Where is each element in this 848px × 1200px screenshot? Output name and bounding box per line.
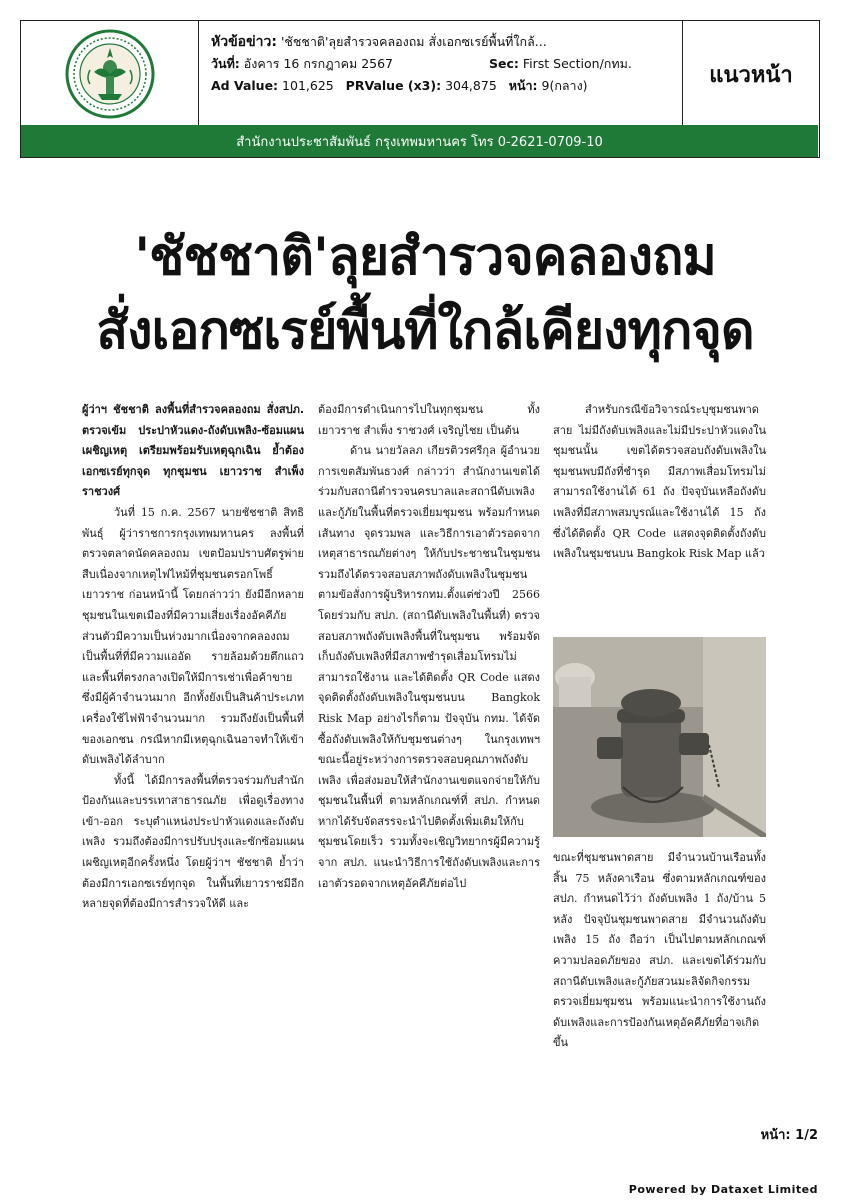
ad-value-label: Ad Value: bbox=[211, 78, 279, 93]
date-value: อังคาร 16 กรกฎาคม 2567 bbox=[243, 56, 394, 71]
footer-credit: Powered by Dataxet Limited bbox=[628, 1183, 818, 1196]
page-number: หน้า: 1/2 bbox=[760, 1128, 818, 1143]
pr-value-label: PRValue (x3): bbox=[345, 78, 442, 93]
article-column-2 bbox=[318, 400, 540, 894]
headline-value: 'ชัชชาติ'ลุยสำรวจคลองถม สั่งเอกซเรย์พื้นที่ใกล้... bbox=[280, 34, 547, 49]
sec-value: First Section/กทม. bbox=[522, 56, 632, 71]
newspaper-name: แนวหน้า bbox=[709, 62, 793, 88]
paragraph: ขณะที่ชุมชนพาดสาย มีจำนวนบ้านเรือนทั้งสิ้น 75 หลังคาเรือน ซึ่งตามหลักเกณฑ์ของ สปภ. กำหนดไว้ว่า ถังดับเพลิง 1 ถัง/บ้าน 5 หลัง ปัจจุบันชุมชนพาดสาย มีจำนวนถังดับเพลิง 15 ถัง ถือว่า เป็นไปตามหลักเกณฑ์ความปลอดภัยของ สปภ. และเขตได้ร่วมกับสถานีดับเพลิงและกู้ภัยสวนมะลิจัดกิจกรรมตรวจเยี่ยมชุมชน พร้อมแนะนำการใช้งานถังดับเพลิงและการป้องกันเหตุอัคคีภัยที่อาจเกิดขึ้น bbox=[553, 851, 766, 1050]
clipping-header bbox=[20, 20, 820, 158]
date-label: วันที่: bbox=[211, 56, 240, 71]
paragraph: ต้องมีการดำเนินการไปในทุกชุมชน ทั้งเยาวราช สำเพ็ง ราชวงศ์ เจริญไชย เป็นต้น bbox=[318, 403, 540, 437]
page-label: หน้า: bbox=[508, 78, 538, 93]
ad-value: 101,625 bbox=[282, 78, 334, 93]
headline-line-2: สั่งเอกซเรย์พื้นที่ใกล้เคียงทุกจุด bbox=[96, 301, 754, 361]
article-column-3-continued bbox=[553, 848, 766, 1054]
article-lead: ผู้ว่าฯ ชัชชาติ ลงพื้นที่สำรวจคลองถม สั่งสปภ. ตรวจเข้ม ประปาหัวแดง-ถังดับเพลิง-ซ้อมแผนเผชิญเหตุ เตรียมพร้อมรับเหตุฉุกเฉิน ย้ำต้องเอกซเรย์ทุกจุด ทุกชุมชน เยาวราช สำเพ็ง ราชวงศ์ bbox=[82, 403, 304, 499]
sec-label: Sec: bbox=[488, 56, 519, 71]
headline-label: หัวข้อข่าว: bbox=[211, 34, 277, 50]
office-bar: สำนักงานประชาสัมพันธ์ กรุงเทพมหานคร โทร 0-2621-0709-10 bbox=[21, 125, 818, 157]
fire-hydrant-photo bbox=[553, 637, 766, 837]
bma-logo-cell bbox=[21, 21, 199, 127]
headline-line-1: 'ชัชชาติ'ลุยสำรวจคลองถม bbox=[134, 227, 716, 287]
newspaper-section-cell bbox=[683, 21, 819, 127]
paragraph: วันที่ 15 ก.ค. 2567 นายชัชชาติ สิทธิพันธุ์ ผู้ว่าราชการกรุงเทพมหานคร ลงพื้นที่ตรวจตลาดนัดคลองถม เขตป้อมปราบศัตรูพ่าย สืบเนื่องจากเหตุไฟไหม้ที่ชุมชนตรอกโพธิ์ เยาวราช ก่อนหน้านี้ โดยกล่าวว่า ยังมีอีกหลายชุมชนในเขตเมืองที่มีความเสี่ยงเรื่องอัคคีภัย ส่วนตัวมีความเป็นห่วงมากเนื่องจากคลองถมเป็นพื้นที่ที่มีความแออัด รายล้อมด้วยตึกแถวและพื้นที่ตรงกลางเปิดให้มีการเช่าเพื่อค้าขาย ซึ่งมีผู้ค้าจำนวนมาก อีกทั้งยังเป็นสินค้าประเภทเครื่องใช้ไฟฟ้าจำนวนมาก รวมถึงยังเป็นพื้นที่ของเอกชน กรณีหากมีเหตุฉุกเฉินอาจทำให้เข้าดับเพลิงได้ลำบาก bbox=[82, 505, 304, 767]
value-row bbox=[211, 75, 670, 97]
pr-value: 304,875 bbox=[445, 78, 497, 93]
paragraph: ด้าน นายวัลลภ เกียรติวรศรีกุล ผู้อำนวยการเขตสัมพันธวงศ์ กล่าวว่า สำนักงานเขตได้ร่วมกับสถานีตำรวจนครบาลและสถานีดับเพลิงและกู้ภัยในพื้นที่ตรวจเยี่ยมชุมชน พร้อมกำหนดเส้นทาง จุดรวมพล และวิธีการเอาตัวรอดจากเหตุสาธารณภัยต่างๆ ให้กับประชาชนในชุมชน รวมถึงได้ตรวจสอบสภาพถังดับเพลิงในชุมชนตามข้อสั่งการผู้บริหารกทม.ตั้งแต่ช่วงปี 2566 โดยร่วมกับ สปภ. (สถานีดับเพลิงในพื้นที่) ตรวจสอบสภาพถังดับเพลิงพื้นที่ในชุมชน พร้อมจัดเก็บถังดับเพลิงที่มีสภาพชำรุดเสื่อมโทรมไม่สามารถใช้งาน และได้ติดตั้ง QR Code แสดงจุดติดตั้งถังดับเพลิงในชุมชนบน Bangkok Risk Map อย่างไรก็ตาม ปัจจุบัน กทม. ได้จัดซื้อถังดับเพลิงให้กับชุมชนต่างๆ ในกรุงเทพฯ ขณะนี้อยู่ระหว่างการตรวจสอบคุณภาพถังดับเพลิง เพื่อส่งมอบให้สำนักงานเขตแจกจ่ายให้กับชุมชนในพื้นที่ ตามหลักเกณฑ์ที่ สปภ. กำหนด หากได้รับจัดสรรจะนำไปติดตั้งเพิ่มเติมให้กับชุมชนโดยเร็ว รวมทั้งจะเชิญวิทยากรผู้มีความรู้จาก สปภ. แนะนำวิธีการใช้ถังดับเพลิงและการเอาตัวรอดจากเหตุอัคคีภัยต่อไป bbox=[318, 444, 540, 890]
clipping-meta bbox=[199, 21, 683, 127]
paragraph: ทั้งนี้ ได้มีการลงพื้นที่ตรวจร่วมกับสำนักป้องกันและบรรเทาสาธารณภัย เพื่อดูเรื่องทางเข้า-ออก ระบุตำแหน่งประปาหัวแดงและถังดับเพลิง รวมถึงต้องมีการปรับปรุงและซักซ้อมแผนเผชิญเหตุอีกครั้งหนึ่ง โดยผู้ว่าฯ ชัชชาติ ย้ำว่าต้องมีการเอกซเรย์ทุกจุด ในพื้นที่เยาวราชมีอีกหลายจุดที่ต้องมีการสำรวจให้ดี และ bbox=[82, 773, 304, 911]
paragraph: สำหรับกรณีข้อวิจารณ์ระบุชุมชนพาดสาย ไม่มีถังดับเพลิงและไม่มีประปาหัวแดงในชุมชนนั้น เขตได้ตรวจสอบถังดับเพลิงในชุมชนพบมีถังที่ชำรุด มีสภาพเสื่อมโทรมไม่สามารถใช้งานได้ 61 ถัง ปัจจุบันเหลือถังดับเพลิงที่มีสภาพสมบูรณ์และใช้งานได้ 15 ถัง ซึ่งได้ติดตั้ง QR Code แสดงจุดติดตั้งถังดับเพลิงในชุมชนบน Bangkok Risk Map แล้ว bbox=[553, 403, 766, 561]
headline-row bbox=[211, 31, 670, 53]
article-headline bbox=[30, 220, 820, 368]
article-column-3 bbox=[553, 400, 766, 565]
date-row bbox=[211, 53, 670, 75]
article-column-1 bbox=[82, 400, 304, 915]
page-value: 9(กลาง) bbox=[541, 78, 588, 93]
bma-seal-logo bbox=[64, 28, 156, 120]
